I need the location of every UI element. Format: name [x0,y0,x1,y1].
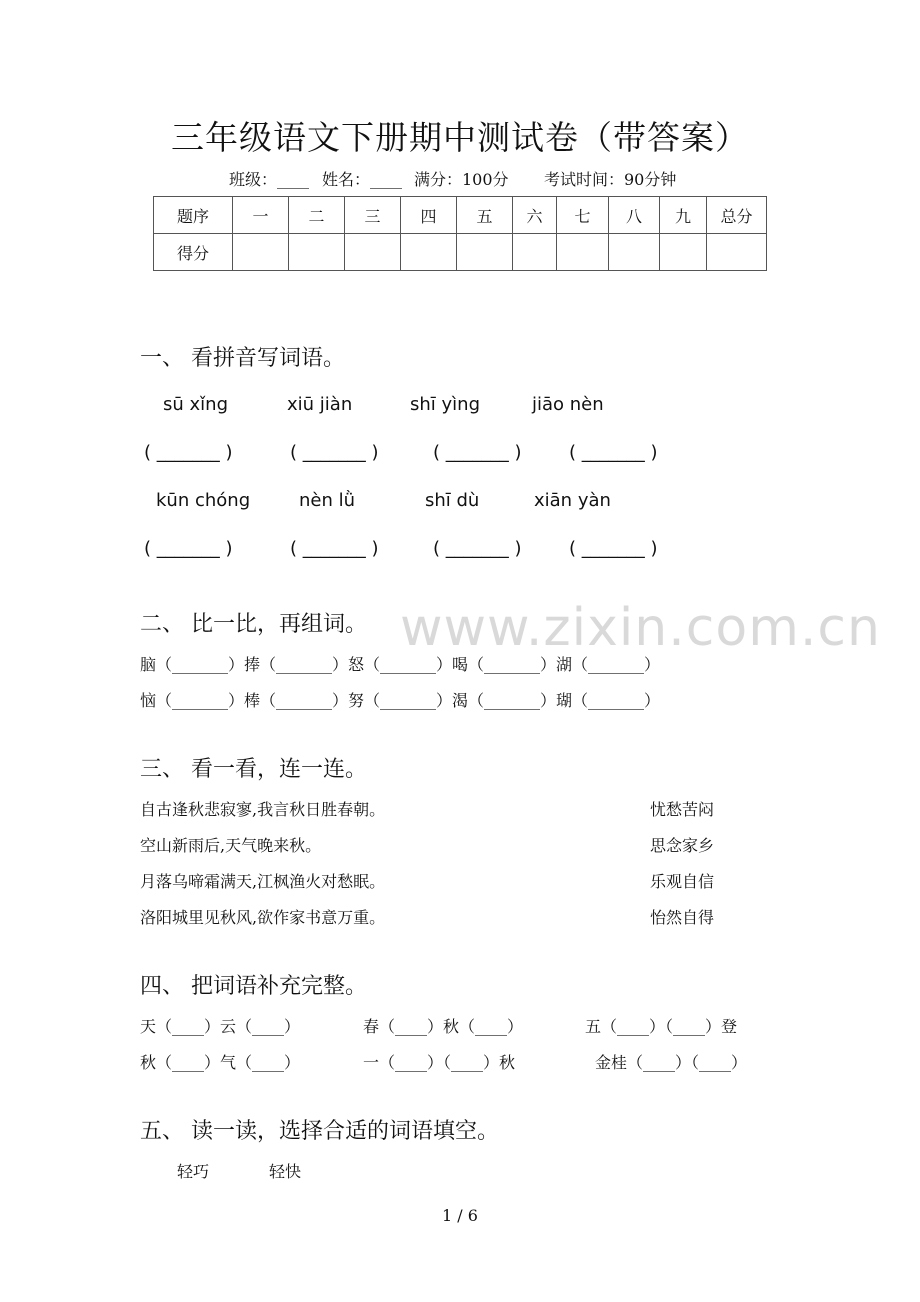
table-cell: 六 [513,197,557,234]
table-cell: 九 [660,197,707,234]
pinyin-item: kūn chóng [156,490,251,511]
name-field: 姓名：____ [322,170,403,189]
answer-blank[interactable]: ( _______ ) [144,538,233,559]
word-option: 轻快 [269,1162,302,1181]
section5-heading: 五、 读一读，选择合适的词语填空。 [140,1119,499,1144]
answer-blank[interactable]: ( _______ ) [569,538,658,559]
section3-heading: 三、 看一看，连一连。 [140,757,367,782]
exam-time: 考试时间：90分钟 [544,170,677,189]
pinyin-item: xiān yàn [534,490,611,511]
word-option: 轻巧 [177,1162,210,1181]
table-cell: 五 [457,197,513,234]
watermark: www.zixin.com.cn [400,598,881,658]
compare-row: 恼（_______）棒（_______）努（_______）渴（_______）瑚（_______） [140,691,661,710]
match-option: 乐观自信 [650,872,715,891]
score-cell[interactable] [233,234,289,271]
pinyin-item: jiāo nèn [532,394,604,415]
pinyin-item: shī yìng [410,394,480,415]
answer-blank[interactable]: ( _______ ) [569,442,658,463]
pinyin-item: sū xǐng [163,394,228,415]
idiom-group: 天（____）云（____） [140,1017,301,1036]
poem-line: 空山新雨后,天气晚来秋。 [140,836,322,855]
table-cell: 得分 [154,234,233,271]
pinyin-item: shī dù [425,490,480,511]
idiom-group: 五（____）（____）登 [585,1017,738,1036]
answer-blank[interactable]: ( _______ ) [144,442,233,463]
score-cell[interactable] [557,234,609,271]
table-cell: 题序 [154,197,233,234]
score-cell[interactable] [707,234,767,271]
idiom-group: 一（____）（____）秋 [363,1053,516,1072]
match-option: 思念家乡 [650,836,715,855]
score-table [153,196,767,271]
poem-line: 月落乌啼霜满天,江枫渔火对愁眠。 [140,872,386,891]
page-title: 三年级语文下册期中测试卷（带答案） [171,118,749,157]
poem-line: 自古逢秋悲寂寥,我言秋日胜春朝。 [140,800,386,819]
full-score: 满分：100分 [414,170,509,189]
score-cell[interactable] [609,234,660,271]
score-cell[interactable] [345,234,401,271]
match-option: 忧愁苦闷 [650,800,715,819]
table-cell: 三 [345,197,401,234]
answer-blank[interactable]: ( _______ ) [290,538,379,559]
answer-blank[interactable]: ( _______ ) [433,442,522,463]
score-cell[interactable] [457,234,513,271]
table-cell: 四 [401,197,457,234]
poem-line: 洛阳城里见秋风,欲作家书意万重。 [140,908,386,927]
idiom-group: 春（____）秋（____） [363,1017,524,1036]
score-cell[interactable] [513,234,557,271]
score-cell[interactable] [401,234,457,271]
score-table-header-row [154,197,767,234]
table-cell: 二 [289,197,345,234]
score-table-score-row [154,234,767,271]
section2-heading: 二、 比一比，再组词。 [140,612,367,637]
idiom-group: 秋（____）气（____） [140,1053,301,1072]
answer-blank[interactable]: ( _______ ) [433,538,522,559]
table-cell: 七 [557,197,609,234]
compare-row: 脑（_______）捧（_______）怒（_______）喝（_______）湖（_______） [140,655,661,674]
table-cell: 总分 [707,197,767,234]
table-cell: 一 [233,197,289,234]
class-field: 班级：____ [229,170,310,189]
score-cell[interactable] [660,234,707,271]
answer-blank[interactable]: ( _______ ) [290,442,379,463]
section4-heading: 四、 把词语补充完整。 [140,974,367,999]
idiom-group: 金桂（____）（____） [595,1053,748,1072]
section1-heading: 一、 看拼音写词语。 [140,346,345,371]
table-cell: 八 [609,197,660,234]
score-cell[interactable] [289,234,345,271]
pinyin-item: xiū jiàn [287,394,353,415]
page-number: 1 / 6 [442,1206,478,1225]
pinyin-item: nèn lǜ [299,490,356,511]
match-option: 怡然自得 [650,908,715,927]
